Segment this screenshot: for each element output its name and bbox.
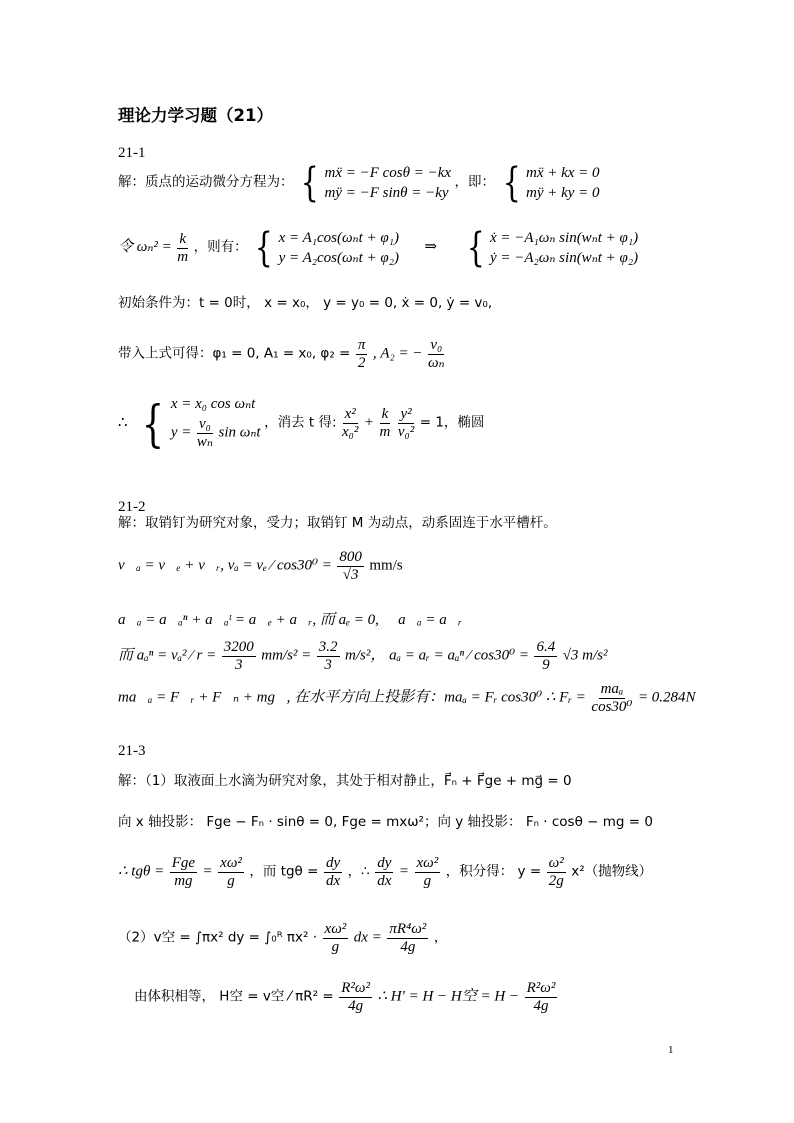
equation-row: mÿ = −F sinθ = −ky: [324, 184, 449, 201]
therefore-icon: ∴: [118, 414, 128, 431]
fraction: $\frac{\text{xω²}}{g}$: [416, 855, 439, 889]
fraction: $\frac{3200}{3}$: [223, 639, 254, 673]
equation-row: mẍ + kx = 0: [525, 164, 600, 181]
fraction: $\frac{6.4}{9}$: [536, 639, 556, 673]
equation-line: [118, 160, 600, 206]
equation-text: 带入上式可得：φ₁ = 0, A₁ = x₀, φ₂ =: [118, 345, 351, 362]
equation-line: （2）v空 = ∫πx² dy = ∫₀ᴿ πx² · $\frac{\text{xω²}}{g}$ dx = $\frac{\text{πR⁴ω²}}{4g}$ ，: [118, 921, 448, 955]
fraction: $\frac{\text{y²}}{\text{v₀²}}$: [397, 406, 415, 440]
solution-text: 解：质点的运动微分方程为：: [118, 174, 294, 191]
fraction: $\frac{\text{πR⁴ω²}}{4g}$: [389, 921, 427, 955]
fraction: $\frac{dy}{dx}$: [377, 855, 392, 889]
problem-label: 21-2: [118, 499, 146, 515]
equation-line: ∴ tgθ = $\frac{\text{Fge}}{mg}$ = $\frac{\text{xω²}}{g}$ ，而 tgθ = $\frac{dy}{dx}$ ，∴ $\frac{dy}{dx}$ = $\frac{\text{xω²}}{g}$ ，积分得： y = $\frac{\text{ω²}}{2g}$ x²（抛物线）: [118, 855, 653, 889]
equation-row: y = A₂cos(ωₙt + φ₂): [278, 249, 399, 266]
implies-arrow-icon: ⇒: [424, 239, 438, 256]
equation-row: mẍ = −F cosθ = −kx: [324, 164, 452, 181]
problem-label: 21-1: [118, 145, 146, 161]
initial-conditions: 初始条件为：t = 0时， x = x₀， y = y₀ = 0, ẋ = 0, ẏ = v₀,: [118, 295, 493, 311]
equation-row: mÿ + ky = 0: [525, 184, 600, 201]
equation-line: 而 aₐⁿ = vₐ² ⁄ r = $\frac{3200}{3}$ mm/s² = $\frac{3.2}{3}$ m/s²， aₐ = aᵣ = aₐⁿ ⁄ cos30⁰ = $\frac{6.4}{9}$ √3 m/s²: [118, 639, 608, 673]
fraction: $\frac{\text{ω²}}{2g}$: [548, 855, 564, 889]
fraction: $\frac{\text{v₀}}{\text{ωₙ}}$: [427, 337, 445, 371]
equation-row: x = x₀ cos ωₙt: [170, 396, 256, 412]
equation-line: [118, 338, 447, 371]
fraction: $\frac{\text{R²ω²}}{4g}$: [526, 980, 556, 1014]
connector-text: ，即：: [454, 174, 496, 191]
fraction: $\frac{\text{xω²}}{g}$: [220, 855, 242, 889]
fraction: $\frac{k}{m}$: [177, 230, 189, 265]
fraction: $\frac{\text{R²ω²}}{4g}$: [341, 980, 370, 1014]
fraction: $\frac{dy}{dx}$: [325, 855, 341, 889]
equation-text: 令 ωₙ² =: [118, 239, 172, 256]
fraction: $\frac{3.2}{3}$: [318, 639, 338, 673]
equation-system: { mẍ + kx = 0 mÿ + ky = 0: [502, 160, 600, 206]
equation-row: x = A₁cos(ωₙt + φ₁): [278, 229, 399, 246]
equation-system: { mẍ = −F cosθ = −kx mÿ = −F sinθ = −ky: [300, 160, 452, 206]
problem-label: 21-3: [118, 743, 146, 759]
connector-text: ，消去 t 得:: [264, 414, 337, 431]
page-number: 1: [668, 1044, 674, 1056]
connector-text: ，则有：: [193, 239, 248, 256]
solution-text: 解：（1）取液面上水滴为研究对象，其处于相对静止，F⃗ₙ + F⃗ge + mg⃗ = 0: [118, 773, 572, 789]
fraction: $\frac{\text{xω²}}{g}$: [324, 921, 347, 955]
fraction: $\frac{\pi}{2}$: [357, 337, 366, 371]
fraction: $\frac{\text{Fge}}{mg}$: [171, 855, 196, 889]
fraction: $\frac{\text{maₐ}}{\text{cos30⁰}}$: [591, 681, 633, 715]
equation-system: { x = x₀ cos ωₙt y = $\frac{\text{v₀}}{\text{wₙ}}$ sin ωₙt: [141, 394, 261, 453]
equation-text: = 1，椭圆: [419, 414, 485, 431]
fraction: $\frac{\text{x²}}{\text{x₀²}}$: [342, 406, 359, 440]
equation-line: ∴ { x = x₀ cos ωₙt y = $\frac{\text{v₀}}{\text{wₙ}}$ sin ωₙt ，消去 t 得: $\frac{\text{x²}}{\text{x₀²}}$ + $\frac{k}{m}$ $\frac{\text{y²}}{\text{v₀²}}$ = 1，椭圆: [118, 394, 485, 453]
solution-text: 解：取销钉为研究对象，受力；取销钉 M 为动点，动系固连于水平槽杆。: [118, 515, 557, 531]
equation-text: , A₂ = −: [372, 345, 423, 362]
fraction: $\frac{800}{√3}$: [339, 549, 362, 583]
equation-line: 向 x 轴投影： Fge − Fₙ · sinθ = 0, Fge = mxω²；向 y 轴投影： Fₙ · cosθ − mg = 0: [118, 814, 653, 830]
equation-row: y = $\frac{\text{v₀}}{\text{wₙ}}$ sin ωₙt: [170, 416, 261, 450]
equation-line: 由体积相等， H空 = v空 ⁄ πR² = $\frac{\text{R²ω²}}{4g}$ ∴ H′ = H − H空 = H − $\frac{\text{R²ω²}}{4g}$: [134, 980, 556, 1014]
equation-line: v⃗ₐ = v⃗ₑ + v⃗ᵣ, vₐ = vₑ ⁄ cos30⁰ = $\frac{800}{√3}$ mm/s: [118, 549, 403, 583]
equation-system: { x = A₁cos(ωₙt + φ₁) y = A₂cos(ωₙt + φ₂): [254, 225, 399, 271]
equation-line: ma⃗ₐ = F⃗ᵣ + F⃗ₙ + mg⃗, 在水平方向上投影有：maₐ = Fᵣ cos30⁰ ∴ Fᵣ = $\frac{\text{maₐ}}{\text{cos30⁰}}$ = 0.284N: [118, 681, 696, 715]
equation-row: ẋ = −A₁ωₙ sin(wₙt + φ₁): [489, 229, 639, 246]
equation-system: { ẋ = −A₁ωₙ sin(wₙt + φ₁) ẏ = −A₂ωₙ sin(wₙt + φ₂): [466, 225, 639, 271]
page-title: 理论力学习题（21）: [118, 106, 273, 125]
equation-line: [118, 225, 639, 271]
equation-line: a⃗ₐ = a⃗ₐⁿ + a⃗ₐᵗ = a⃗ₑ + a⃗ᵣ, 而 aₑ = 0, ∴ a⃗ₐ = a⃗ᵣ: [118, 612, 463, 628]
fraction: $\frac{k}{m}$: [379, 406, 391, 440]
equation-row: ẏ = −A₂ωₙ sin(wₙt + φ₂): [489, 249, 639, 266]
